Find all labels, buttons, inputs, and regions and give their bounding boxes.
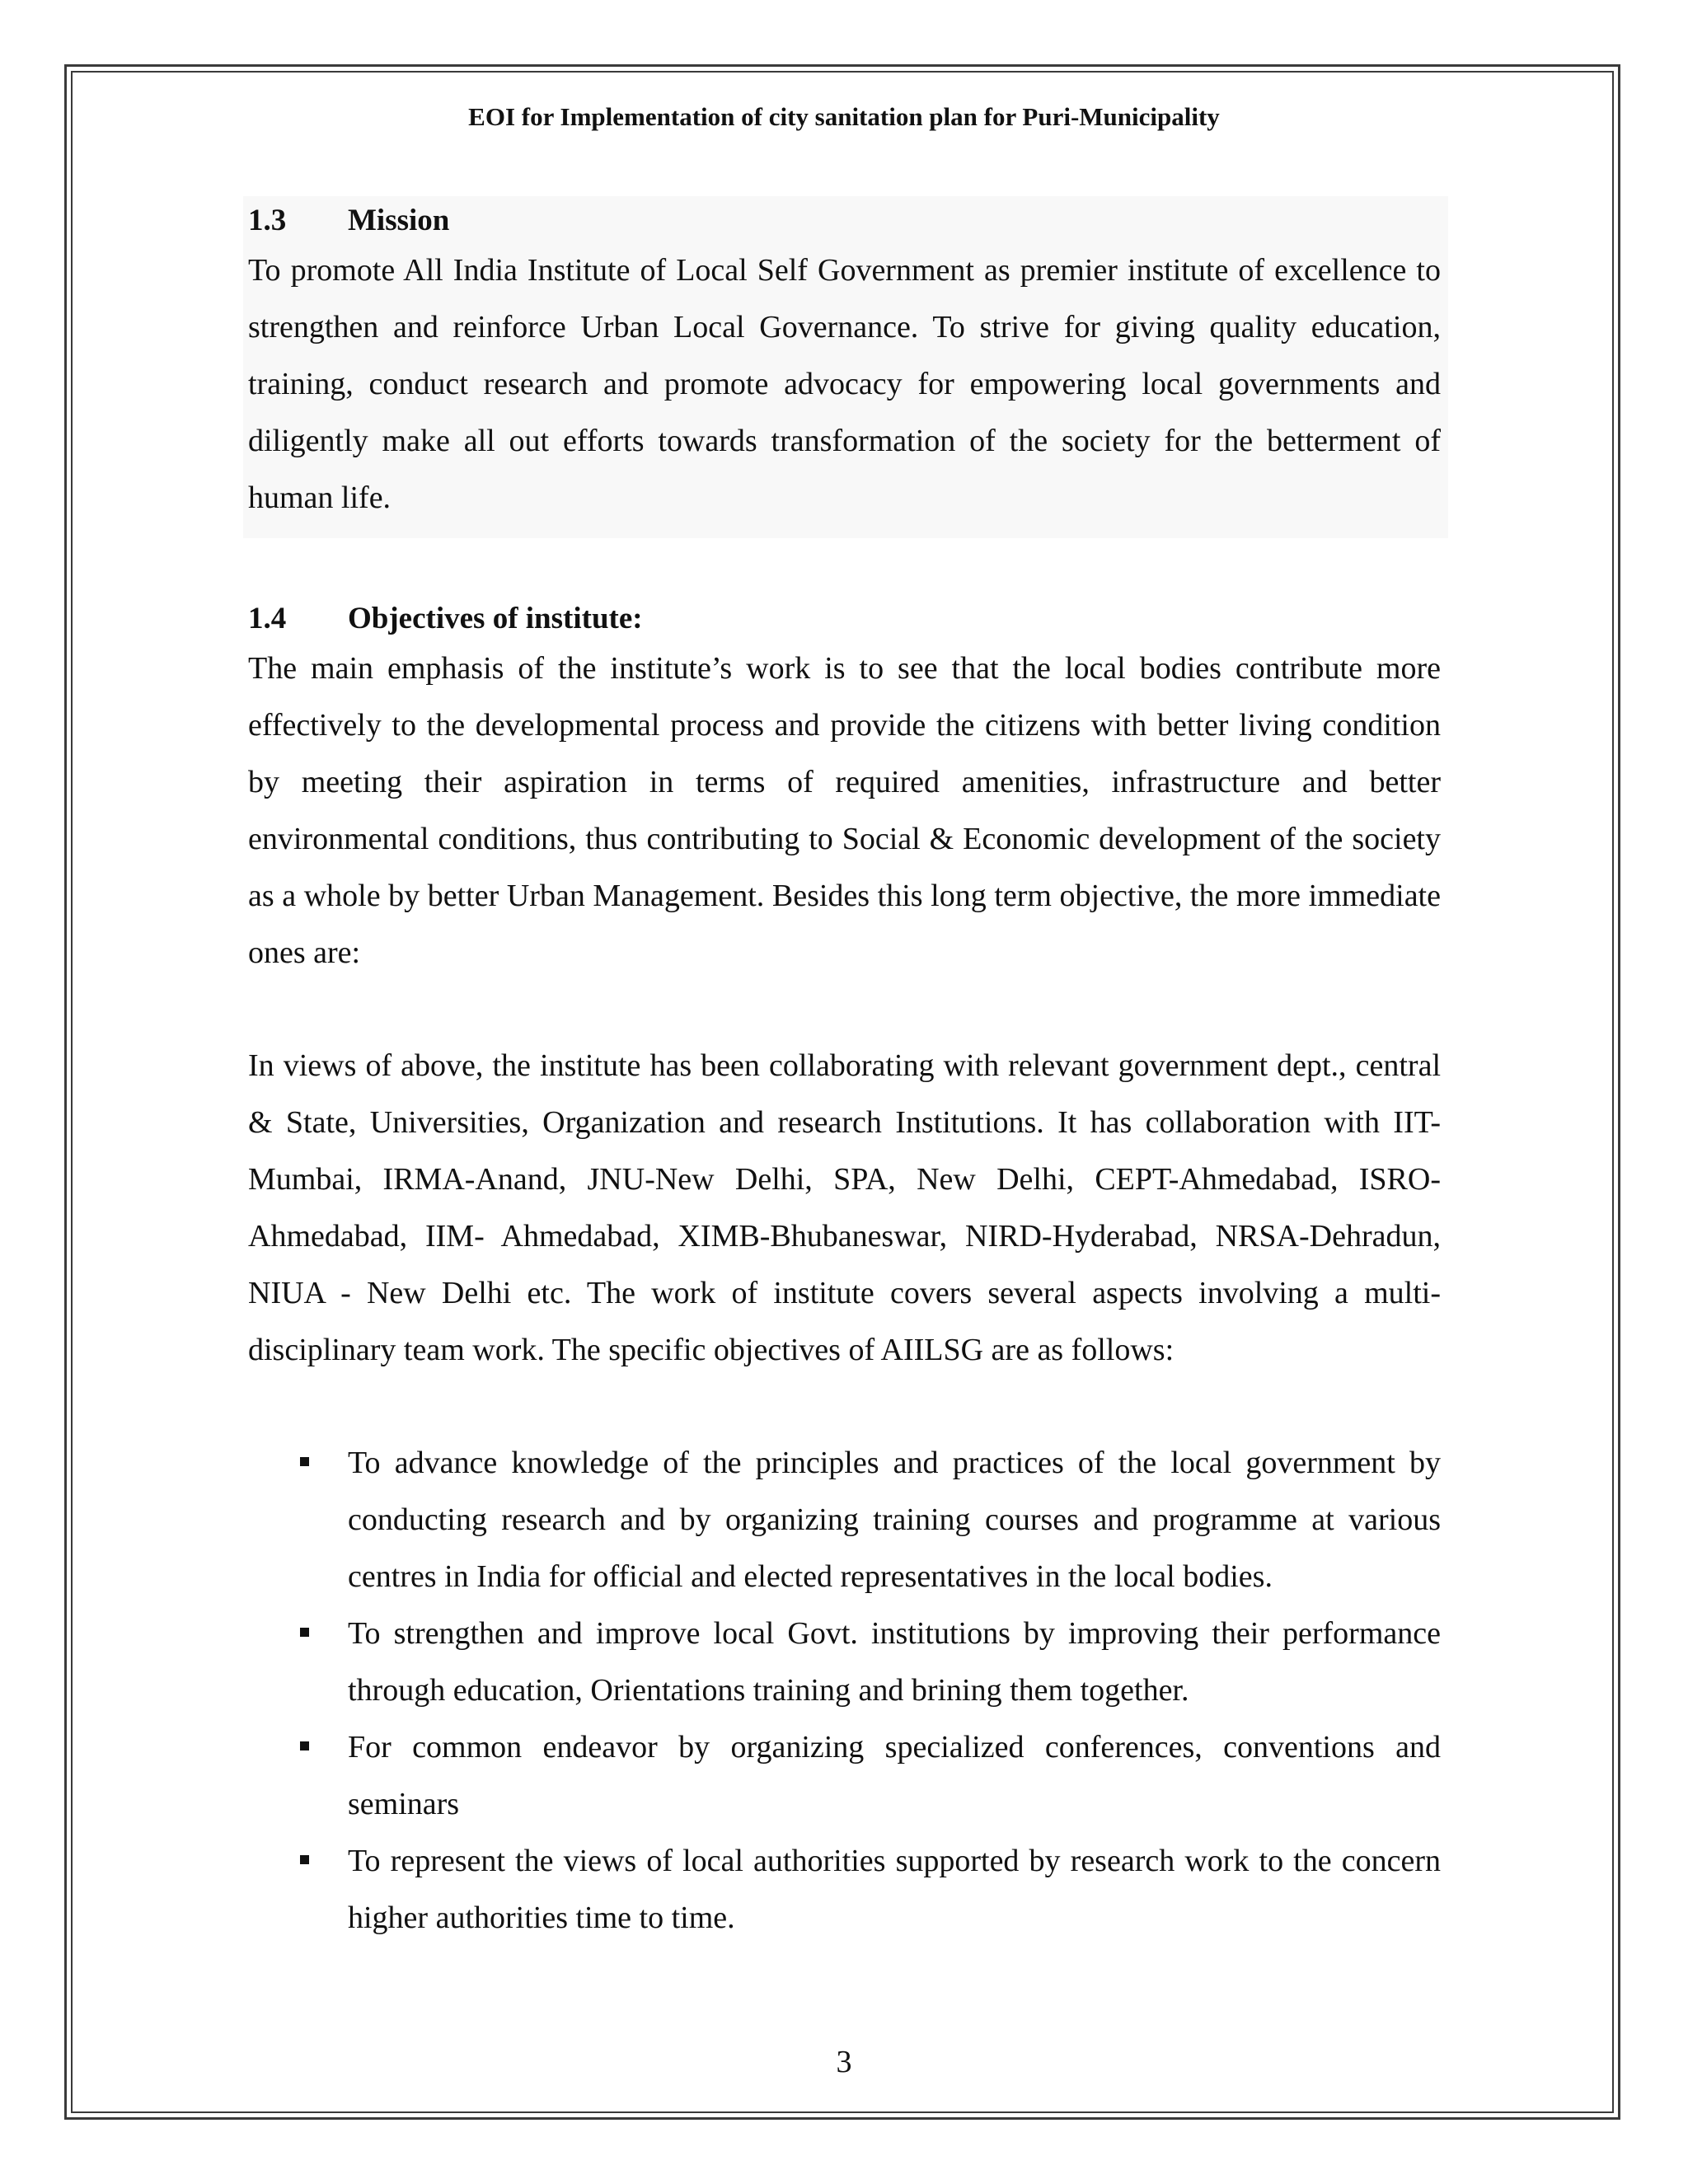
list-item [248, 1435, 1441, 1605]
list-item [248, 1719, 1441, 1833]
page-number: 3 [836, 2045, 852, 2079]
list-item [248, 1833, 1441, 1947]
objectives-paragraph-2: In views of above, the institute has been collaborating with relevant government dept., central & State, Universities, Organization and research Institutions. It has collaboration with IIT-Mumbai, IRMA-Anand, JNU-New Delhi, SPA, New Delhi, CEPT-Ahmedabad, ISRO- Ahmedabad, IIM- Ahmedabad, XIMB-Bhubaneswar, NIRD-Hyderabad, NRSA-Dehradun, NIUA - New Delhi etc. The work of institute covers several aspects involving a multi- disciplinary team work. The specific objectives of AIILSG are as follows: [248, 1048, 1441, 1367]
section-number: 1.3 [248, 204, 287, 237]
mission-section [243, 196, 1448, 538]
list-item-text: To strengthen and improve local Govt. institutions by improving their performance through education, Orientations training and brining them together. [348, 1616, 1441, 1708]
square-bullet-icon [300, 1457, 309, 1466]
section-title: Objectives of institute: [348, 602, 643, 635]
objectives-heading [248, 598, 1441, 640]
mission-paragraph: To promote All India Institute of Local Self Government as premier institute of excellence to strengthen and reinforce Urban Local Governance. To strive for giving quality education, training, conduct research and promote advocacy for empowering local governments and diligently make all out efforts towards transformation of the society for the betterment of human life. [248, 253, 1441, 515]
objectives-list [248, 1435, 1441, 1947]
list-item-text: For common endeavor by organizing specialized conferences, conventions and seminars [348, 1730, 1441, 1821]
square-bullet-icon [300, 1855, 309, 1864]
list-item-text: To advance knowledge of the principles and practices of the local government by conducting research and by organizing training courses and programme at various centres in India for official and elected representatives in the local bodies. [348, 1446, 1441, 1594]
list-item [248, 1605, 1441, 1719]
running-header: EOI for Implementation of city sanitation plan for Puri-Municipality [468, 102, 1220, 131]
spacer [248, 982, 1441, 1038]
objectives-paragraph-1: The main emphasis of the institute’s work is to see that the local bodies contribute more effectively to the developmental process and provide the citizens with better living condition by meeting their aspiration in terms of required amenities, infrastructure and better environmental conditions, thus contributing to Social & Economic development of the society as a whole by better Urban Management. Besides this long term objective, the more immediate ones are: [248, 651, 1441, 970]
square-bullet-icon [300, 1741, 309, 1750]
mission-heading [248, 199, 1441, 242]
square-bullet-icon [300, 1628, 309, 1637]
section-title: Mission [348, 204, 450, 237]
objectives-section [248, 598, 1441, 1947]
spacer [248, 1379, 1441, 1435]
list-item-text: To represent the views of local authorities supported by research work to the concern higher authorities time to time. [348, 1844, 1441, 1935]
document-body [248, 196, 1441, 1947]
section-number: 1.4 [248, 602, 287, 635]
spacer [248, 538, 1441, 598]
